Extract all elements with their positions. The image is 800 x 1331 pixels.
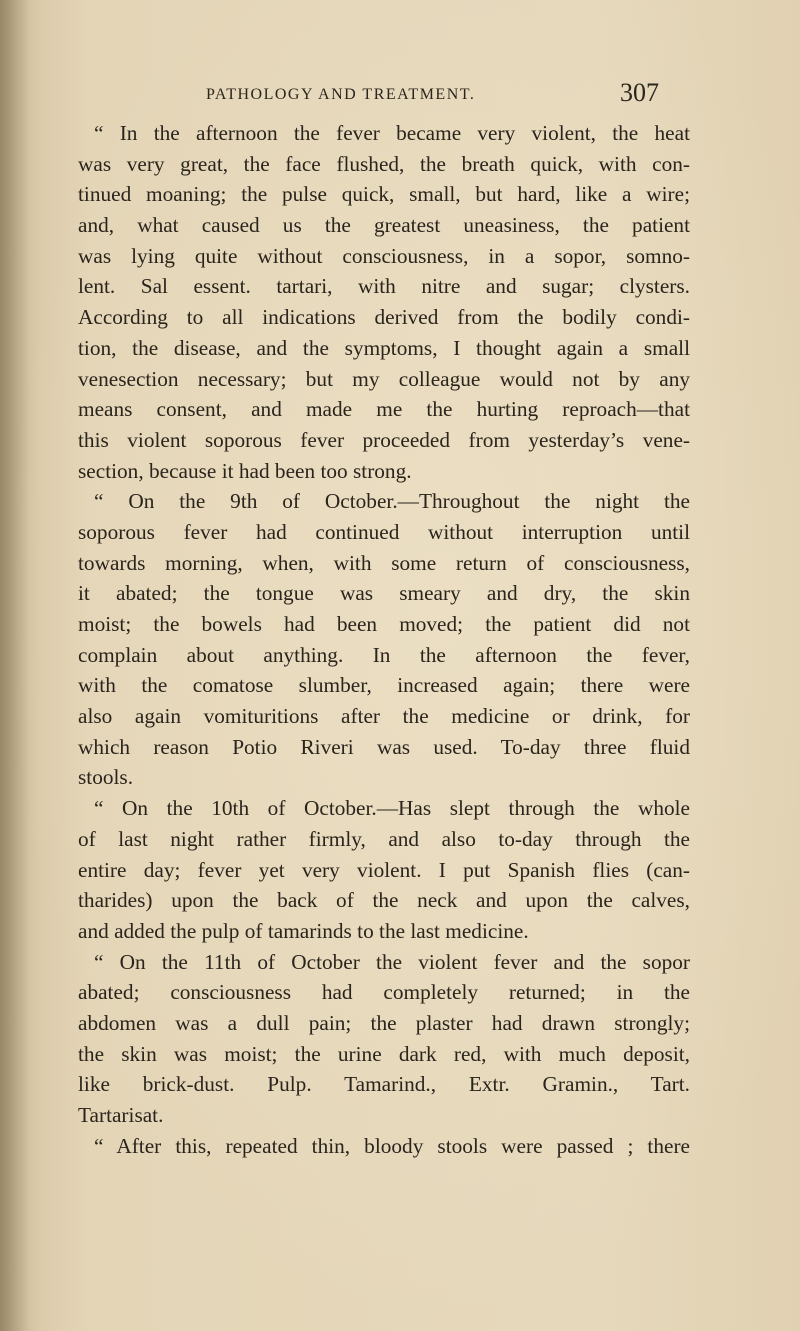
text-line: tinued moaning; the pulse quick, small, but hard, like a wire; — [78, 182, 690, 207]
text-line: “ On the 10th of October.—Has slept through the whole — [94, 796, 690, 821]
text-line: stools. — [78, 765, 134, 790]
text-line: it abated; the tongue was smeary and dry, the skin — [78, 581, 690, 606]
text-line: also again vomituritions after the medicine or drink, for — [78, 704, 690, 729]
text-line: and added the pulp of tamarinds to the last medicine. — [78, 918, 529, 943]
text-line: According to all indications derived from the bodily condi- — [78, 305, 690, 330]
text-line: of last night rather firmly, and also to-day through the — [78, 826, 690, 851]
text-line: moist; the bowels had been moved; the patient did not — [78, 612, 690, 636]
text-line: venesection necessary; but my colleague would not by any — [78, 366, 690, 391]
text-line: tion, the disease, and the symptoms, I thought again a small — [78, 335, 690, 360]
running-head: PATHOLOGY AND TREATMENT. — [206, 86, 476, 103]
text-line: with the comatose slumber, increased again; there were — [78, 673, 690, 698]
text-line: “ On the 9th of October.—Throughout the night the — [94, 489, 690, 514]
text-line: “ In the afternoon the fever became very violent, the heat — [94, 121, 690, 145]
text-line: entire day; fever yet very violent. I put Spanish flies (can- — [78, 857, 690, 882]
text-line: this violent soporous fever proceeded from yesterday’s vene- — [78, 427, 690, 452]
text-line: the skin was moist; the urine dark red, with much deposit, — [78, 1041, 690, 1066]
text-line: and, what caused us the greatest uneasiness, the patient — [78, 213, 690, 238]
text-line: was very great, the face flushed, the breath quick, with con- — [78, 151, 690, 176]
text-line: was lying quite without consciousness, in a sopor, somno- — [78, 243, 690, 268]
body-text — [78, 118, 690, 1161]
text-line: lent. Sal essent. tartari, with nitre and sugar; clysters. — [78, 274, 690, 299]
text-line: section, because it had been too strong. — [78, 458, 412, 483]
text-line: towards morning, when, with some return of consciousness, — [78, 550, 690, 575]
text-line: tharides) upon the back of the neck and upon the calves, — [78, 888, 690, 913]
text-line: abated; consciousness had completely returned; in the — [78, 980, 690, 1005]
text-line: “ On the 11th of October the violent fever and the sopor — [94, 949, 690, 974]
text-line: like brick-dust. Pulp. Tamarind., Extr. Gramin., Tart. — [78, 1072, 690, 1097]
text-line: abdomen was a dull pain; the plaster had drawn strongly; — [78, 1010, 690, 1035]
page-number: 307 — [620, 78, 659, 107]
text-line: means consent, and made me the hurting reproach—that — [78, 397, 690, 422]
text-line: “ After this, repeated thin, bloody stools were passed ; there — [94, 1133, 690, 1158]
binding-shadow — [0, 0, 30, 1331]
text-line: Tartarisat. — [78, 1103, 164, 1127]
text-line: soporous fever had continued without interruption until — [78, 519, 690, 544]
text-line: which reason Potio Riveri was used. To-day three fluid — [78, 734, 690, 759]
text-line: complain about anything. In the afternoon the fever, — [78, 642, 690, 667]
